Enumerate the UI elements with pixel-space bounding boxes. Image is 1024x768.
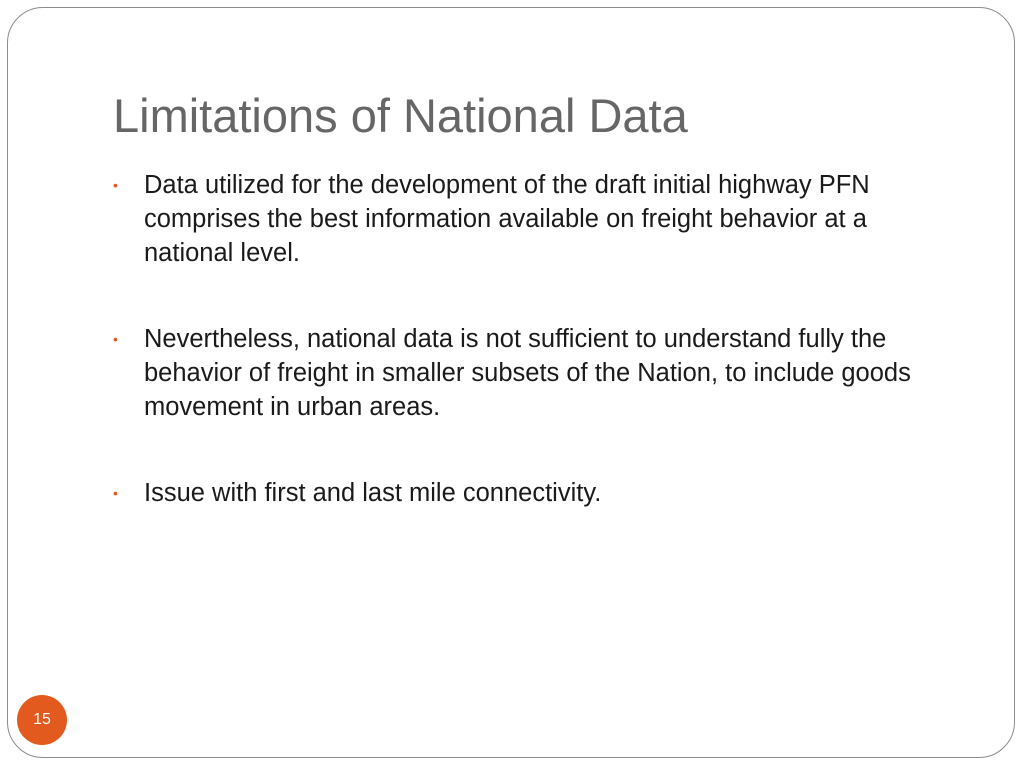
bullet-dot-icon: • xyxy=(113,485,118,501)
slide-title: Limitations of National Data xyxy=(113,89,688,142)
bullet-item-3 xyxy=(113,476,963,510)
bullet-list xyxy=(113,168,963,562)
bullet-text-3: Issue with first and last mile connectivity. xyxy=(144,479,602,507)
bullet-item-2 xyxy=(113,322,963,424)
bullet-dot-icon: • xyxy=(113,331,118,347)
bullet-item-1 xyxy=(113,168,963,270)
bullet-text-1: Data utilized for the development of the draft initial highway PFN comprises the best information available on freight behavior at a national level. xyxy=(144,171,870,267)
bullet-dot-icon: • xyxy=(113,177,118,193)
page-number-badge: 15 xyxy=(17,695,67,745)
bullet-text-2: Nevertheless, national data is not sufficient to understand fully the behavior of freight in smaller subsets of the Nation, to include goods movement in urban areas. xyxy=(144,325,911,421)
